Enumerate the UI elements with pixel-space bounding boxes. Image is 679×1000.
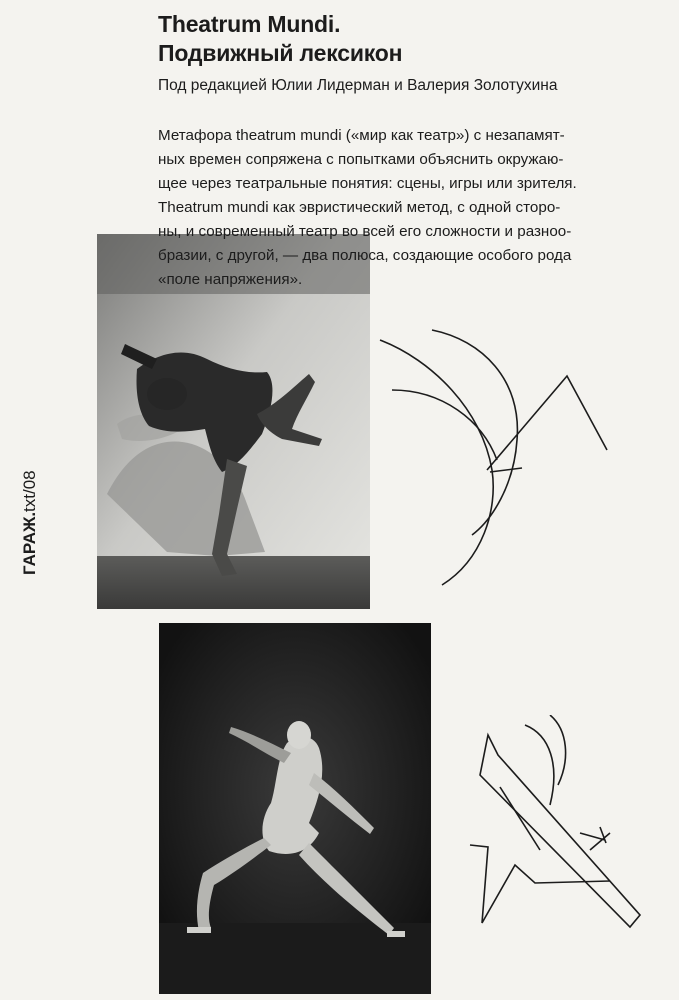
book-title: [158, 10, 402, 68]
book-title-line-1: Theatrum Mundi.: [158, 11, 341, 37]
lead-paragraph: [158, 124, 668, 292]
lead-line: Theatrum mundi как эвристический метод, с одной сторо-: [158, 199, 561, 216]
lead-line: ных времен сопряжена с попытками объяснить окружаю-: [158, 151, 564, 168]
lead-line: бразии, с другой, — два полюса, создающие особого рода: [158, 247, 572, 264]
line-drawing-2: [440, 715, 660, 945]
line-drawing-2-art: [440, 715, 660, 945]
dancer-photo-2-image: [159, 623, 431, 994]
issue-number: txt/08: [20, 470, 39, 512]
lead-line: щее через театральные понятия: сцены, игры или зрителя.: [158, 175, 577, 192]
spine-label: [20, 470, 40, 575]
lead-line: «поле напряжения».: [158, 271, 303, 288]
book-title-line-2: Подвижный лексикон: [158, 40, 403, 66]
lead-line: Метафора theatrum mundi («мир как театр») с незапамят-: [158, 127, 565, 144]
lead-line: ны, и современный театр во всей его сложности и разноо-: [158, 223, 572, 240]
editors-line: Под редакцией Юлии Лидерман и Валерия Золотухина: [158, 77, 558, 94]
line-drawing-1-art: [372, 320, 622, 600]
publication-name: ГАРАЖ.: [20, 511, 39, 575]
dancer-photo-2: [159, 623, 431, 994]
line-drawing-1: [372, 320, 622, 600]
